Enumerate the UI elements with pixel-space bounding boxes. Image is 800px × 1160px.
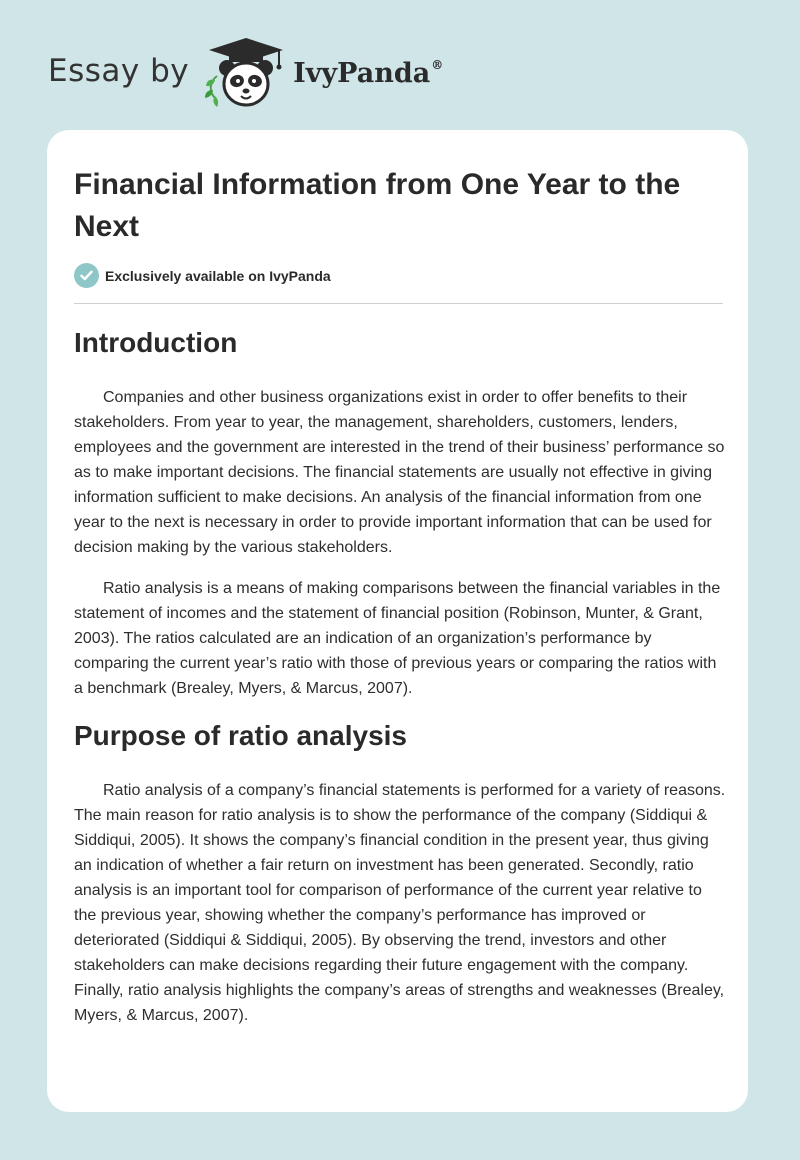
title-divider (74, 303, 723, 304)
brand-name[interactable] (293, 58, 443, 89)
site-header (48, 36, 443, 110)
panda-logo-icon[interactable] (203, 36, 289, 110)
registered-mark: ® (431, 57, 444, 72)
essay-title: Financial Information from One Year to the Next (74, 168, 681, 243)
paragraph: Companies and other business organizations exist in order to offer benefits to their stakeholders. From year to year, the management, shareholders, customers, lenders, employees and the government are interested in the trend of their business’ performance so as to make important decisions. The financial statements are usually not effective in giving information sufficient to make decisions. An analysis of the financial information from one year to the next is necessary in order to provide important information that can be used for decision making by the various stakeholders. (74, 389, 725, 556)
section-heading-purpose: Purpose of ratio analysis (74, 720, 407, 751)
essay-by-label: Essay by (48, 53, 190, 89)
section-heading-introduction: Introduction (74, 327, 238, 358)
paragraph: Ratio analysis of a company’s financial statements is performed for a variety of reasons. The main reason for ratio analysis is to show the performance of the company (Siddiqui & Siddiqui, 2005). It shows the company’s financial condition in the present year, thus giving an indication of whether a fair return on investment has been generated. Secondly, ratio analysis is an important tool for comparison of performance of the current year relative to the previous year, showing whether the company’s performance has improved or deteriorated (Siddiqui & Siddiqui, 2005). By observing the trend, investors and other stakeholders can make decisions regarding their future engagement with the company. Finally, ratio analysis highlights the company’s areas of strengths and weaknesses (Brealey, Myers, & Marcus, 2007). (74, 782, 726, 1024)
exclusive-badge (74, 263, 331, 288)
check-icon (74, 263, 99, 288)
exclusive-badge-text: Exclusively available on IvyPanda (105, 267, 331, 284)
paragraph: Ratio analysis is a means of making comparisons between the financial variables in the statement of incomes and the statement of financial position (Robinson, Munter, & Grant, 2003). The ratios calculated are an indication of an organization’s performance by comparing the current year’s ratio with those of previous years or comparing the ratios with a benchmark (Brealey, Myers, & Marcus, 2007). (74, 580, 721, 697)
brand-text: IvyPanda (293, 57, 431, 89)
essay-card (47, 130, 748, 1112)
